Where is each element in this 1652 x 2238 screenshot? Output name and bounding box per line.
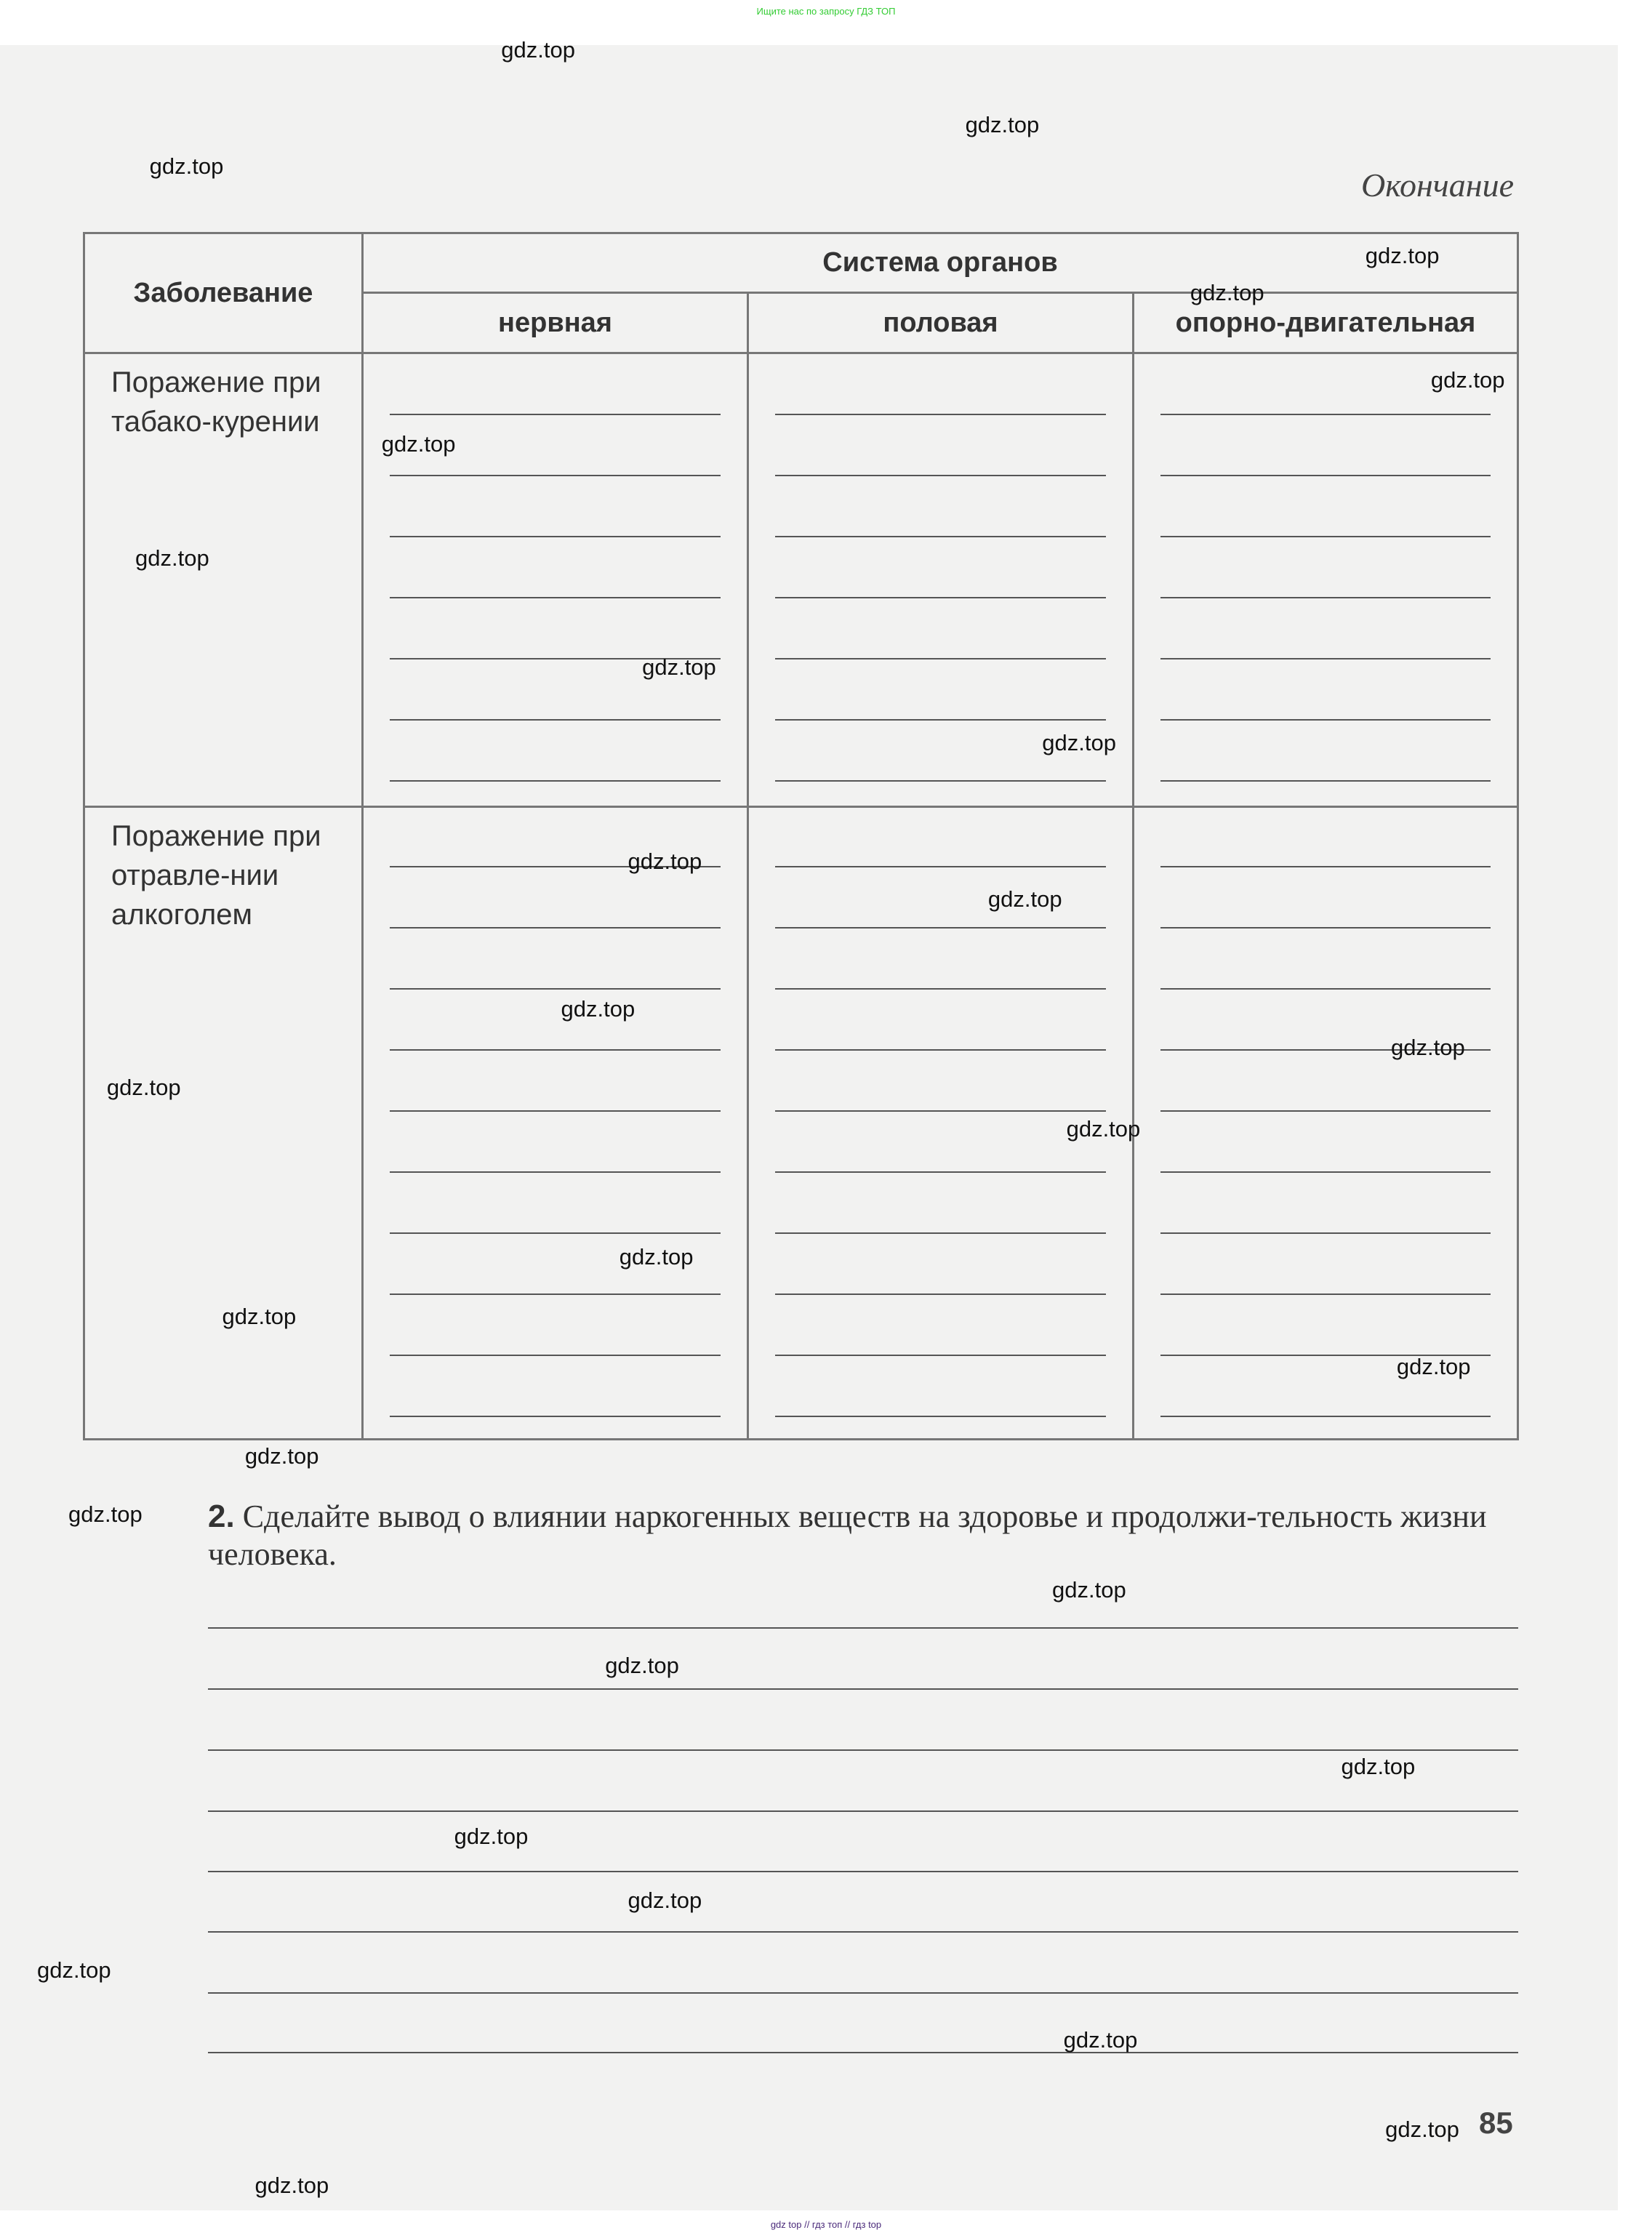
answer-line	[1160, 597, 1491, 598]
answer-line	[208, 1749, 1518, 1751]
answer-line	[775, 1171, 1106, 1173]
answer-line	[775, 475, 1106, 476]
answer-line	[390, 927, 721, 929]
answer-line	[775, 719, 1106, 721]
answer-line	[775, 536, 1106, 537]
answer-line	[390, 719, 721, 721]
answer-line	[775, 1110, 1106, 1112]
row-label-alcohol: Поражение при отравле-нии алкоголем	[84, 807, 363, 1440]
answer-line	[1160, 988, 1491, 990]
watermark: gdz.top	[1042, 730, 1117, 756]
answer-line	[208, 1992, 1518, 1994]
watermark: gdz.top	[106, 1074, 181, 1100]
watermark: gdz.top	[965, 112, 1040, 138]
answer-line	[390, 475, 721, 476]
answer-line	[775, 1049, 1106, 1051]
answer-cell-alcohol-musculoskeletal[interactable]	[1134, 807, 1518, 1440]
answer-line	[775, 1294, 1106, 1295]
answer-line	[775, 866, 1106, 867]
top-banner[interactable]: Ищите нас по запросу ГДЗ ТОП	[756, 6, 896, 17]
answer-line	[390, 597, 721, 598]
answer-line	[775, 780, 1106, 782]
watermark: gdz.top	[1430, 366, 1505, 393]
watermark: gdz.top	[36, 1957, 111, 1983]
answer-line	[208, 1871, 1518, 1872]
answer-line	[208, 1931, 1518, 1933]
answer-line	[208, 1810, 1518, 1812]
watermark: gdz.top	[254, 2172, 329, 2198]
watermark: gdz.top	[1052, 1577, 1126, 1603]
answer-line	[390, 1232, 721, 1234]
answer-line	[1160, 927, 1491, 929]
answer-line	[775, 597, 1106, 598]
answer-line	[775, 988, 1106, 990]
answer-line	[208, 1688, 1518, 1690]
answer-line	[775, 1355, 1106, 1356]
answer-line	[1160, 1294, 1491, 1295]
continuation-note: Окончание	[1361, 167, 1514, 204]
watermark: gdz.top	[454, 1823, 529, 1849]
answer-line	[390, 1355, 721, 1356]
answer-line	[390, 1110, 721, 1112]
answer-line	[390, 780, 721, 782]
answer-line	[390, 414, 721, 415]
watermark: gdz.top	[561, 996, 635, 1022]
answer-cell-smoking-nervous[interactable]	[363, 353, 748, 807]
answer-line	[1160, 719, 1491, 721]
watermark: gdz.top	[1341, 1753, 1416, 1779]
header-reproductive: половая	[748, 293, 1134, 353]
answer-line	[775, 658, 1106, 659]
header-organ-system: Система органов	[363, 233, 1518, 293]
header-disease: Заболевание	[84, 233, 363, 353]
watermark: gdz.top	[642, 654, 716, 681]
answer-line	[1160, 1171, 1491, 1173]
watermark: gdz.top	[1365, 243, 1440, 269]
watermark: gdz.top	[381, 430, 456, 457]
watermark: gdz.top	[1385, 2117, 1459, 2143]
page-number: 85	[1479, 2106, 1513, 2140]
watermark: gdz.top	[1066, 1115, 1141, 1142]
task-text: Сделайте вывод о влиянии наркогенных веществ на здоровье и продолжи-тельность жизни человека.	[208, 1499, 1487, 1572]
watermark: gdz.top	[149, 153, 224, 180]
watermark: gdz.top	[1063, 2026, 1138, 2053]
answer-line	[208, 1627, 1518, 1629]
watermark: gdz.top	[987, 886, 1062, 913]
answer-line	[1160, 866, 1491, 867]
answer-line	[390, 1294, 721, 1295]
watermark: gdz.top	[1190, 280, 1264, 306]
row-label-smoking: Поражение при табако-курении	[84, 353, 363, 807]
watermark: gdz.top	[501, 36, 575, 63]
bottom-banner[interactable]: gdz top // гдз топ // гдз top	[770, 2219, 882, 2230]
answer-line	[775, 927, 1106, 929]
answer-cell-alcohol-nervous[interactable]	[363, 807, 748, 1440]
answer-line	[1160, 475, 1491, 476]
answer-line	[390, 1049, 721, 1051]
watermark: gdz.top	[68, 1501, 143, 1528]
answer-line	[390, 536, 721, 537]
answer-line	[775, 1232, 1106, 1234]
answer-line	[775, 1416, 1106, 1417]
answer-line	[390, 988, 721, 990]
task-number: 2.	[208, 1499, 235, 1534]
answer-cell-smoking-musculoskeletal[interactable]	[1134, 353, 1518, 807]
answer-line	[775, 414, 1106, 415]
organ-damage-table	[83, 232, 1519, 1440]
answer-line	[1160, 1110, 1491, 1112]
watermark: gdz.top	[1391, 1035, 1465, 1061]
watermark: gdz.top	[619, 1243, 694, 1270]
watermark: gdz.top	[627, 1887, 702, 1913]
watermark: gdz.top	[1396, 1353, 1471, 1379]
answer-line	[1160, 1416, 1491, 1417]
answer-line	[1160, 780, 1491, 782]
watermark: gdz.top	[605, 1652, 679, 1678]
answer-line	[1160, 658, 1491, 659]
answer-line	[1160, 414, 1491, 415]
header-musculoskeletal: опорно-двигательная	[1134, 293, 1518, 353]
task-2	[208, 1498, 1517, 1573]
watermark: gdz.top	[222, 1304, 297, 1330]
answer-line	[1160, 1232, 1491, 1234]
watermark: gdz.top	[627, 848, 702, 874]
answer-line	[390, 1171, 721, 1173]
watermark: gdz.top	[135, 545, 209, 571]
header-nervous: нервная	[363, 293, 748, 353]
answer-line	[208, 2052, 1518, 2053]
watermark: gdz.top	[244, 1443, 319, 1469]
answer-line	[390, 1416, 721, 1417]
answer-line	[1160, 536, 1491, 537]
